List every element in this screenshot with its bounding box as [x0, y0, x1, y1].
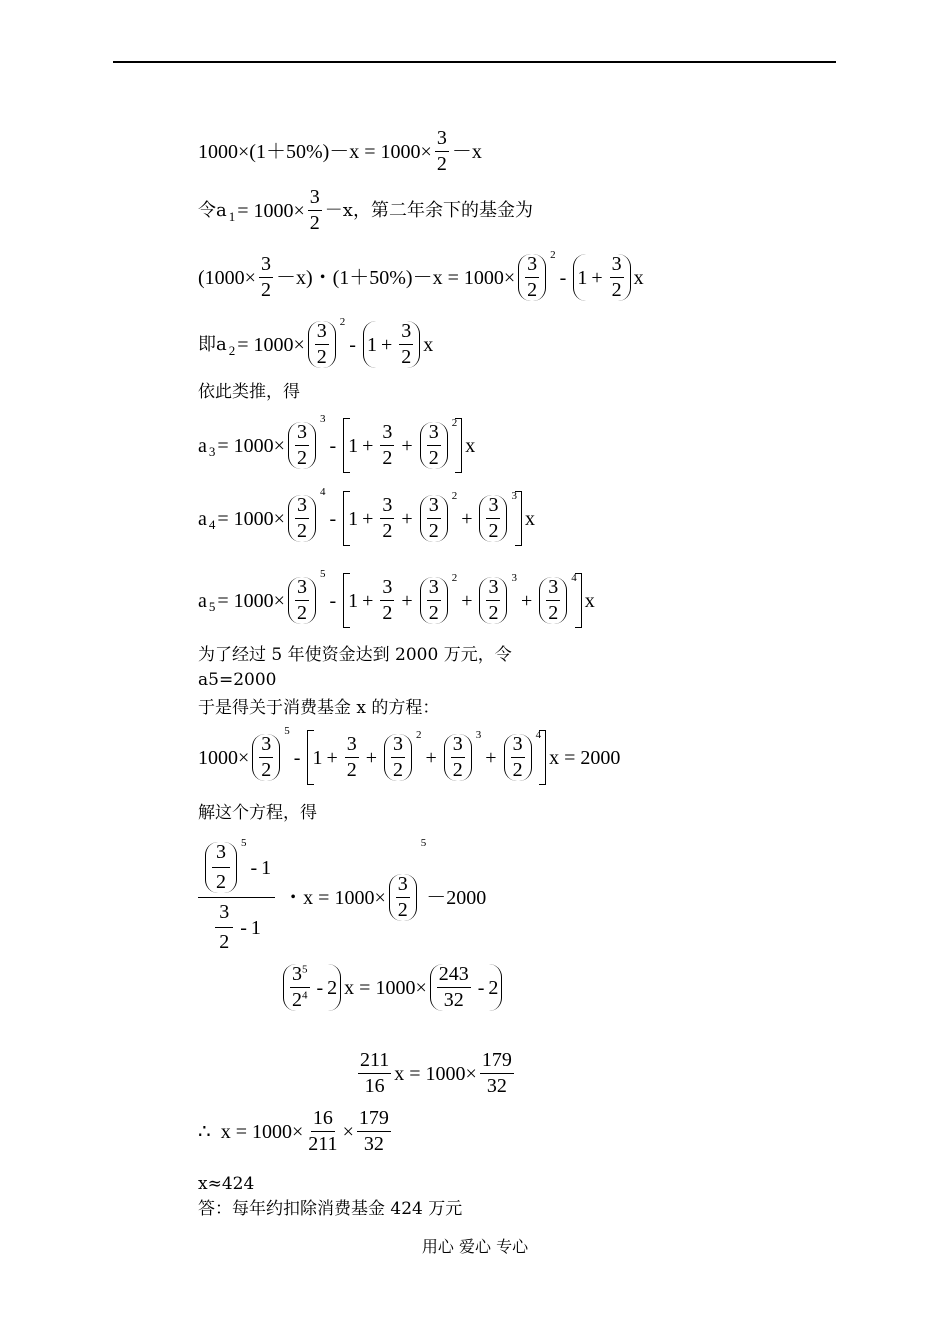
bracket-group: 1 + $\frac{3}{2}$ + $\frac{3}{2}$ 2 + $\frac{3}{2}$ 3 + $\frac{3}{2}$ 4: [307, 730, 546, 785]
expr-text: －x，第二年余下的基金为: [324, 199, 533, 221]
expr-text: 令a: [198, 199, 227, 221]
exponent: 2: [339, 316, 346, 328]
subscript: 4: [208, 517, 216, 532]
expr-text: = 1000×: [237, 199, 305, 222]
paren-group: 1 + $\frac{3}{2}$: [363, 321, 420, 368]
equation-line-1: [198, 128, 482, 175]
text-line: 于是得关于消费基金 x 的方程：: [198, 698, 440, 718]
text-line: a5=2000: [198, 670, 277, 690]
page-footer: 用心 爱心 专心: [421, 1237, 529, 1256]
fraction: $\frac{3}{2}$: [436, 127, 447, 175]
expr-text: －x)・(1＋50%)－x = 1000×: [275, 266, 516, 289]
expr-text: －x: [451, 140, 482, 163]
exponent: 2: [550, 249, 556, 261]
header-rule: [113, 61, 836, 63]
answer-line: 答：每年约扣除消费基金 424 万元: [198, 1199, 463, 1219]
result-line: x≈424: [198, 1174, 255, 1194]
bracket-group: 1 + $\frac{3}{2}$ + $\frac{3}{2}$ 2: [343, 418, 462, 473]
equation-a3: a 3 = 1000× $\frac{3}{2}$ 3 - 1 + $\frac{3}{2}$ + $\frac{3}{2}$ 2 x: [198, 418, 475, 473]
paren-group: 1 + $\frac{3}{2}$: [573, 254, 630, 301]
therefore-symbol: ∴: [198, 1120, 211, 1143]
operator: -: [349, 333, 356, 356]
bracket-group: 1 + $\frac{3}{2}$ + $\frac{3}{2}$ 2 + $\frac{3}{2}$ 3: [343, 491, 522, 546]
equation-solve-1: $\frac{3}{2}$ 5 - 1 $\frac{3}{2}$ - 1 ・x = 1000× $\frac{3}{2}$ 5 －2000: [198, 842, 486, 953]
equation-line-3: [198, 249, 644, 301]
text-line: 为了经过 5 年使资金达到 2000 万元，令: [198, 645, 512, 665]
expr-text: (1000×: [198, 266, 256, 289]
bracket-group: 1 + $\frac{3}{2}$ + $\frac{3}{2}$ 2 + $\frac{3}{2}$ 3 + $\frac{3}{2}$ 4: [343, 573, 582, 628]
equation-a4: a 4 = 1000× $\frac{3}{2}$ 4 - 1 + $\frac{3}{2}$ + $\frac{3}{2}$ 2 + $\frac{3}{2}$ 3 x: [198, 491, 535, 546]
equation-a5: a 5 = 1000× $\frac{3}{2}$ 5 - 1 + $\frac{3}{2}$ + $\frac{3}{2}$ 2 + $\frac{3}{2}$ 3 + $\frac{3}{2}$ 4 x: [198, 573, 595, 628]
subscript: 5: [208, 599, 216, 614]
subscript: 2: [228, 343, 236, 358]
paren-group: $\frac{3}{2}$: [308, 321, 336, 368]
paren-group: $\frac{3}{2}$: [518, 254, 546, 301]
expr-text: 1000×(1＋50%)－x = 1000×: [198, 140, 432, 163]
fraction: $\frac{3}{2}$: [260, 253, 271, 301]
expr-text: 即a: [198, 333, 227, 355]
equation-line-2: [198, 187, 533, 234]
equation-main: 1000× $\frac{3}{2}$ 5 - 1 + $\frac{3}{2}$ + $\frac{3}{2}$ 2 + $\frac{3}{2}$ 3 + $\frac{3}{2}$ 4 x = 2000: [198, 730, 620, 785]
subscript: 1: [228, 209, 236, 224]
operator: -: [559, 266, 567, 289]
fraction: $\frac{3}{2}$: [309, 186, 320, 234]
equation-solve-2: $\frac{3^5}{2^4}$ - 2 x = 1000× $\frac{243}{32}$ - 2: [280, 964, 505, 1011]
text-line: 依此类推，得: [198, 382, 300, 402]
compound-fraction: $\frac{3}{2}$ 5 - 1 $\frac{3}{2}$ - 1: [198, 842, 275, 953]
equation-solve-4: ∴ x = 1000× $\frac{16}{211}$ × $\frac{179}{32}$: [198, 1107, 389, 1155]
text-line: 解这个方程，得: [198, 803, 317, 823]
variable: x: [633, 266, 644, 289]
expr-text: = 1000×: [237, 333, 305, 356]
equation-line-4: [198, 316, 434, 368]
equation-solve-3: $\frac{211}{16}$ x = 1000× $\frac{179}{32}$: [360, 1049, 512, 1097]
variable: x: [423, 333, 434, 356]
subscript: 3: [208, 444, 216, 459]
